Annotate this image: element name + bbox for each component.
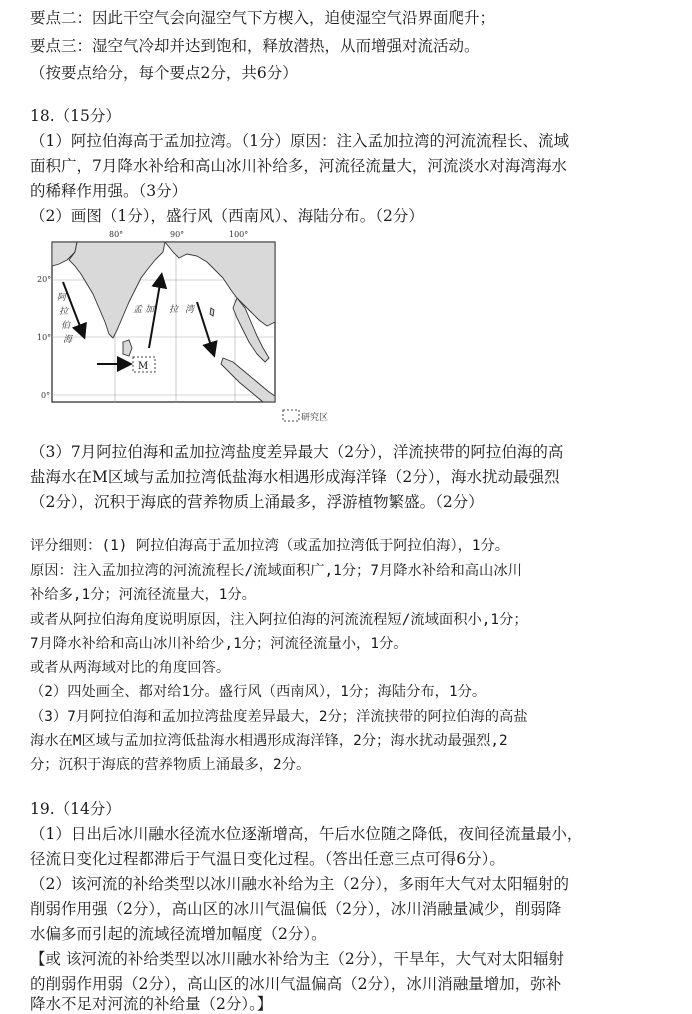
- rubric-line: 补给多,1分；河流径流量大，1分。: [30, 587, 256, 603]
- rubric-line: 或者从两海域对比的角度回答。: [30, 660, 231, 676]
- q18-answer-3-line-2: 盐海水在M区域与孟加拉湾低盐海水相遇形成海洋锋（2分），海水扰动最强烈: [30, 468, 560, 486]
- q19-answer-1-line-2: 径流日变化过程都滞后于气温日变化过程。（答出任意三点可得6分）。: [30, 850, 505, 868]
- q18-answer-2: （2）画图（1分），盛行风（西南风）、海陆分布。（2分）: [30, 207, 424, 225]
- map-lat-label: 20°: [37, 275, 52, 284]
- q18-header: 18.（15分）: [30, 107, 121, 125]
- map-lon-label: 80°: [109, 230, 124, 239]
- answer-point-3: 要点三：湿空气冷却并达到饱和，释放潜热，从而增强对流活动。: [30, 37, 480, 55]
- q19-alt-line-2: 的削弱作用弱（2分），高山区的冰川气温偏高（2分），冰川消融量增加，弥补: [30, 975, 562, 993]
- q18-answer-1-line-3: 的稀释作用强。（3分）: [30, 182, 188, 200]
- q19-header: 19.（14分）: [30, 800, 121, 818]
- q19-answer-2-line-3: 水偏多而引起的流域径流增加幅度（2分）。: [30, 925, 327, 943]
- bay-of-bengal-label: 拉: [169, 305, 179, 315]
- q18-answer-3-line-3: （2分），沉积于海底的营养物质上涌最多，浮游植物繁盛。（2分）: [30, 493, 484, 511]
- arabian-sea-label: 拉: [59, 307, 69, 317]
- bay-of-bengal-label: 加: [145, 305, 155, 315]
- bay-of-bengal-label: 湾: [185, 305, 195, 315]
- arabian-sea-label: 伯: [61, 321, 71, 331]
- rubric-line: 原因：注入孟加拉湾的河流流程长/流域面积广,1分；7月降水补给和高山冰川: [30, 563, 522, 579]
- legend-swatch: [283, 410, 299, 421]
- map-lon-label: 90°: [170, 230, 185, 239]
- rubric-line: 7月降水补给和高山冰川补给少,1分；河流径流量小，1分。: [30, 636, 408, 652]
- answer-point-2: 要点二：因此干空气会向湿空气下方楔入，迫使湿空气沿界面爬升；: [30, 9, 496, 27]
- arabian-sea-label: 阿: [57, 293, 67, 303]
- map-lat-label: 0°: [41, 391, 51, 400]
- rubric-line: 海水在M区域与孟加拉湾低盐海水相遇形成海洋锋，2分；海水扰动最强烈,2: [30, 733, 508, 749]
- rubric-line: 评分细则：(1) 阿拉伯海高于孟加拉湾（或孟加拉湾低于阿拉伯海），1分。: [30, 538, 510, 554]
- legend-label: 研究区: [301, 413, 329, 423]
- rubric-line: 分；沉积于海底的营养物质上涌最多，2分。: [30, 757, 311, 773]
- q19-answer-1-line-1: （1）日出后冰川融水径流水位逐渐增高，午后水位随之降低，夜间径流量最小，: [30, 825, 583, 843]
- scoring-note: （按要点给分，每个要点2分，共6分）: [30, 64, 298, 82]
- q19-answer-2-line-1: （2）该河流的补给类型以冰川融水补给为主（2分），多雨年大气对太阳辐射的: [30, 875, 569, 893]
- q18-answer-3-line-1: （3）7月阿拉伯海和孟加拉湾盐度差异最大（2分），洋流挟带的阿拉伯海的高: [30, 443, 564, 461]
- q19-alt-line-3: 降水不足对河流的补给量（2分）。】: [30, 995, 273, 1013]
- q19-answer-2-line-2: 削弱作用强（2分），高山区的冰川气温偏低（2分），冰川消融量减少，削弱降: [30, 900, 562, 918]
- rubric-line: 或者从阿拉伯海角度说明原因，注入阿拉伯海的河流流程短/流域面积小,1分；: [30, 612, 528, 628]
- map-lat-label: 10°: [37, 333, 52, 342]
- q18-answer-1-line-1: （1）阿拉伯海高于孟加拉湾。（1分）原因：注入孟加拉湾的河流流程长、流域: [30, 132, 569, 150]
- map-lon-label: 100°: [229, 230, 249, 239]
- rubric-line: （2）四处画全、都对给1分。盛行风（西南风），1分；海陆分布，1分。: [30, 684, 487, 700]
- map-figure: [37, 230, 357, 440]
- q18-answer-1-line-2: 面积广，7月降水补给和高山冰川补给多，河流径流量大，河流淡水对海湾海水: [30, 157, 567, 175]
- study-area-label: M: [138, 361, 149, 372]
- bay-of-bengal-label: 孟: [133, 305, 143, 315]
- q19-alt-line-1: 【或 该河流的补给类型以冰川融水补给为主（2分），干旱年，大气对太阳辐射: [30, 950, 565, 968]
- arabian-sea-label: 海: [63, 335, 73, 345]
- rubric-line: （3）7月阿拉伯海和孟加拉湾盐度差异最大，2分；洋流挟带的阿拉伯海的高盐: [30, 709, 528, 725]
